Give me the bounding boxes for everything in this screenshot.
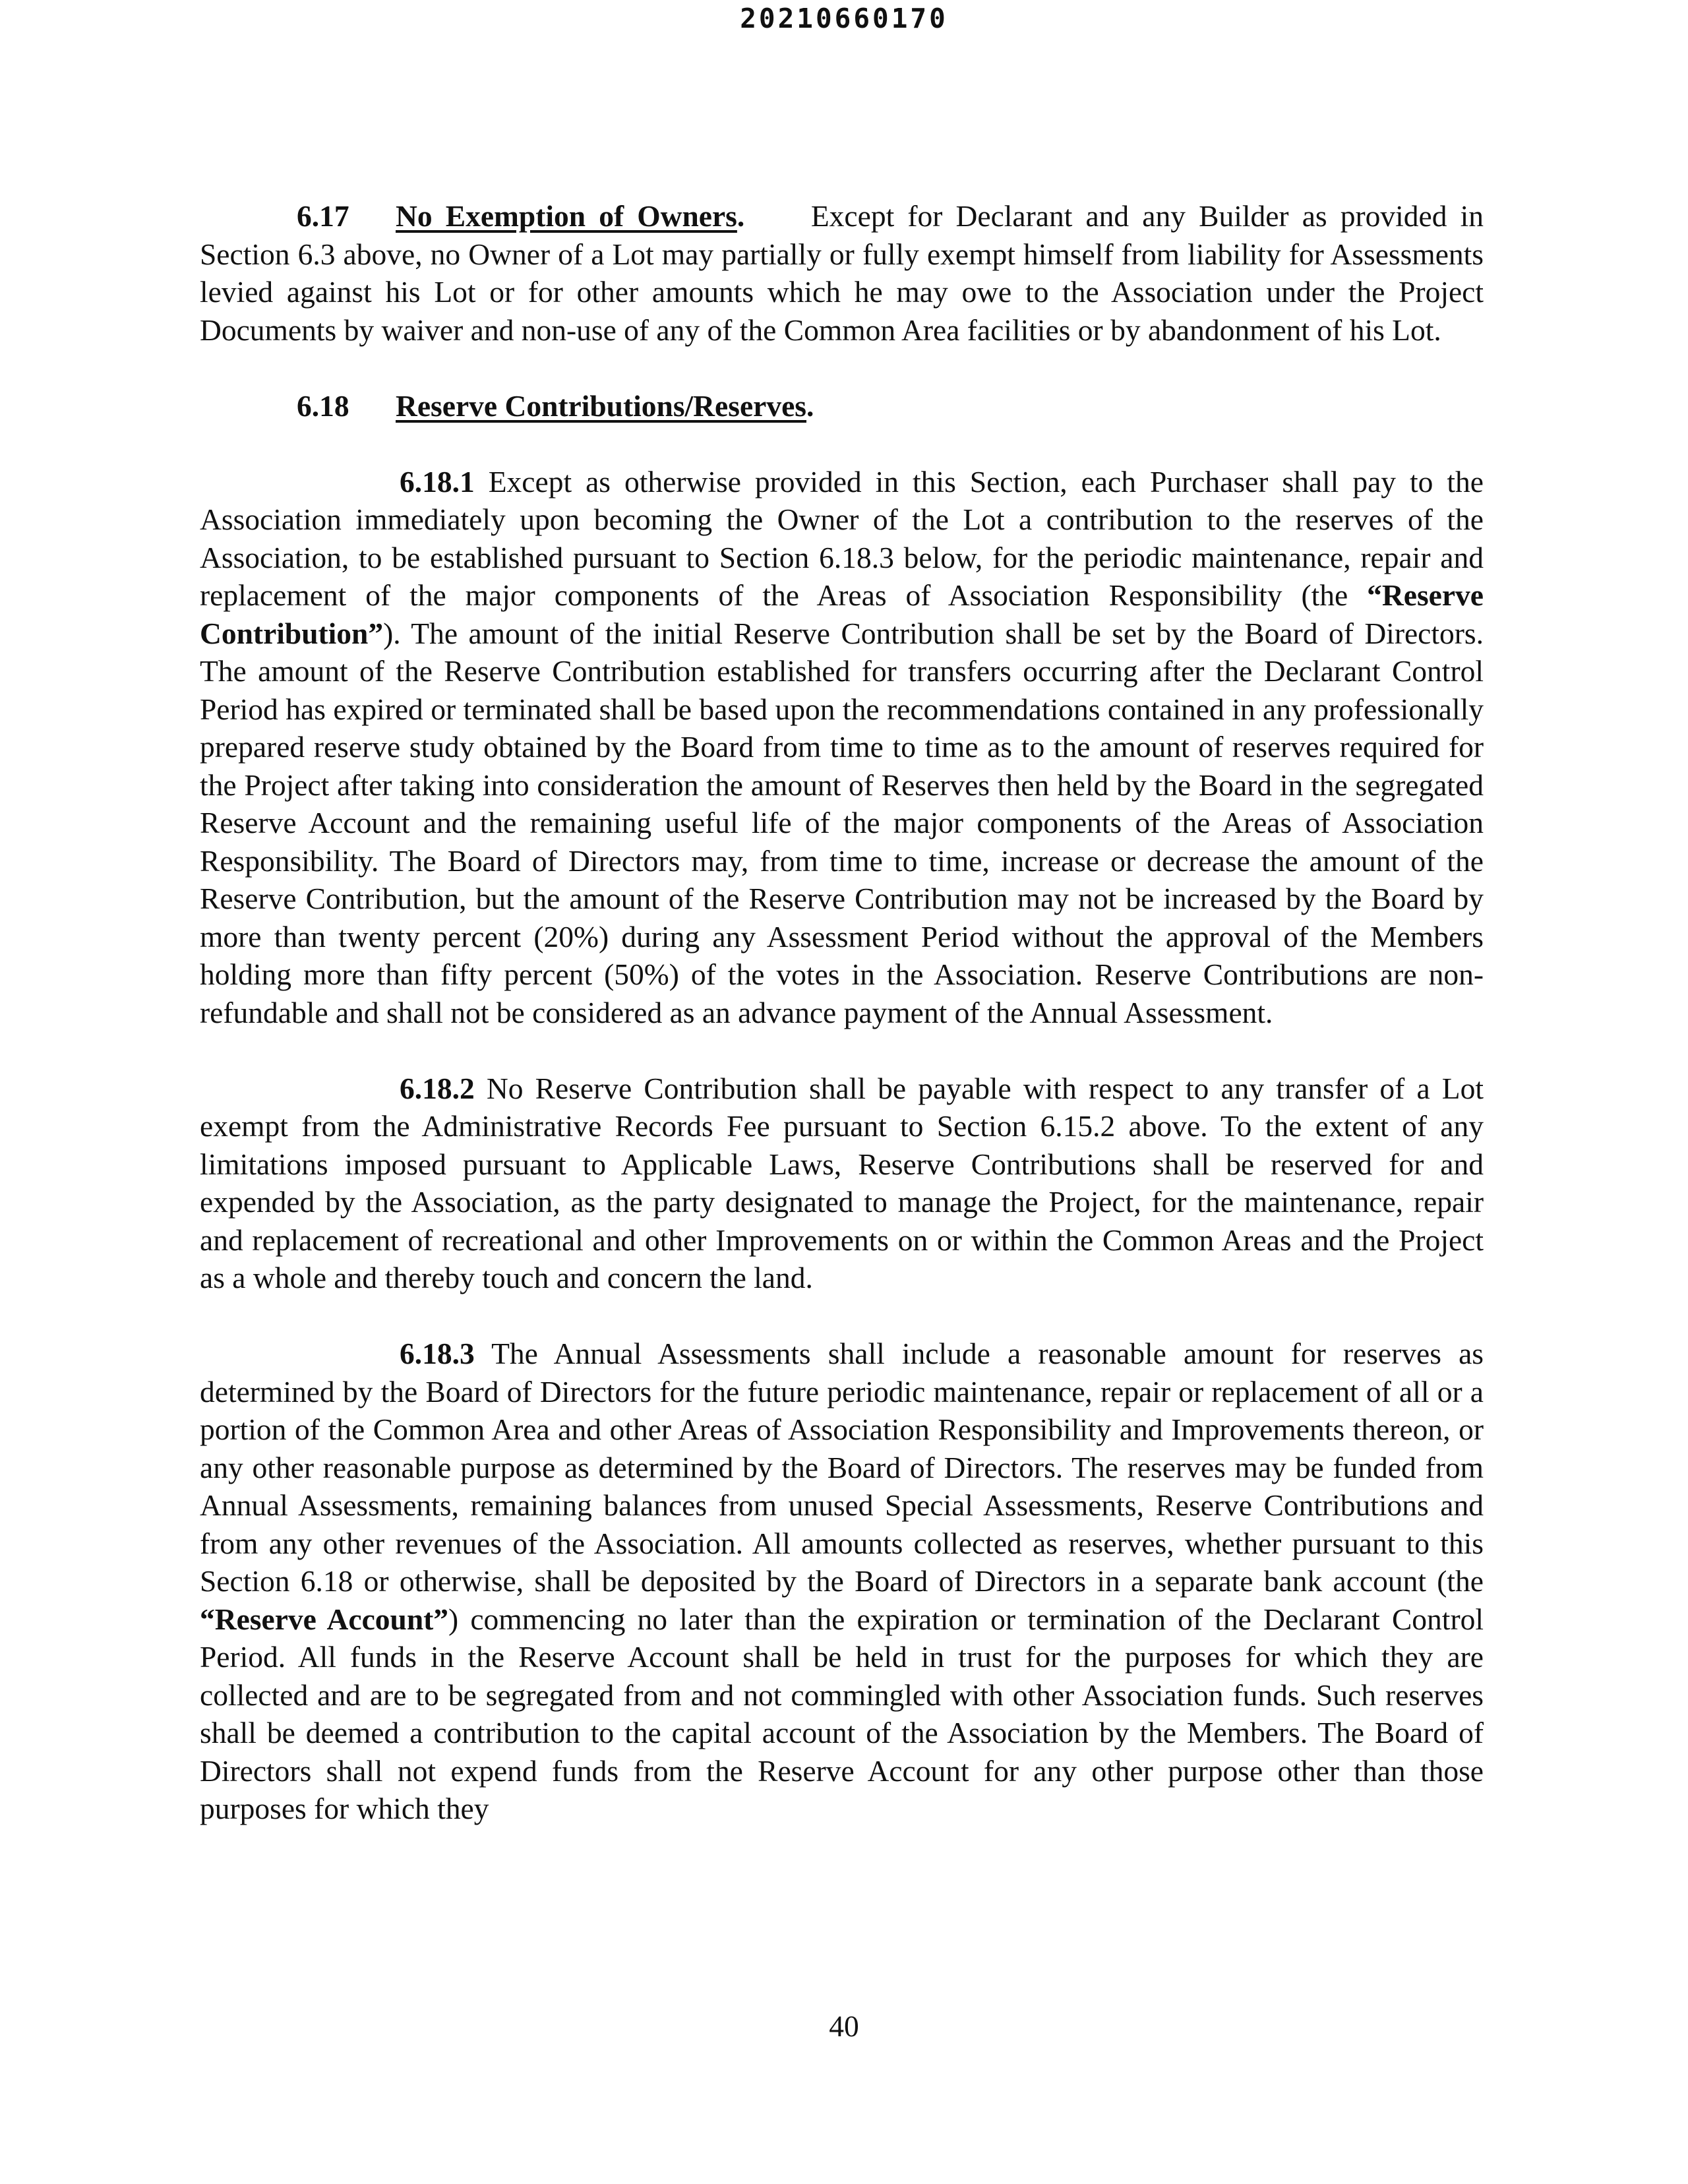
section-6-18-2 xyxy=(200,1070,1484,1297)
subsection-text: Except as otherwise provided in this Section, each Purchaser shall pay to the Association immediately upon becoming the Owner of the Lot a contribution to the reserves of the Association, to be established pursuant to Section 6.18.3 below, for the periodic maintenance, repair and replacement of the major components of the Areas of Association Responsibility (the xyxy=(200,464,1484,612)
section-heading: Reserve Contributions/Reserves xyxy=(396,388,806,423)
section-6-18 xyxy=(200,387,1484,425)
subsection-number: 6.18.3 xyxy=(400,1337,475,1370)
heading-period: . xyxy=(806,388,814,423)
subsection-text-continued: ) commencing no later than the expiration or termination of the Declarant Control Period. All funds in the Reserve Account shall be held in trust for the purposes for which they are collected and are to be segregated from and not commingled with other Association funds. Such reserves shall be deemed a contribution to the capital account of the Association by the Members. The Board of Directors shall not expend funds from the Reserve Account for any other purpose other than those purposes for which they xyxy=(200,1602,1484,1825)
section-6-17 xyxy=(200,197,1484,349)
subsection-text: No Reserve Contribution shall be payable with respect to any transfer of a Lot exempt from the Administrative Records Fee pursuant to Section 6.15.2 above. To the extent of any limitations imposed pursuant to Applicable Laws, Reserve Contributions shall be reserved for and expended by the Association, as the party designated to manage the Project, for the maintenance, repair and replacement of recreational and other Improvements on or within the Common Areas and the Project as a whole and thereby touch and concern the land. xyxy=(200,1071,1484,1294)
subsection-text: The Annual Assessments shall include a reasonable amount for reserves as determined by the Board of Directors for the future periodic maintenance, repair or replacement of all or a portion of the Common Area and other Areas of Association Responsibility and Improvements thereon, or any other reasonable purpose as determined by the Board of Directors. The reserves may be funded from Annual Assessments, remaining balances from unused Special Assessments, Reserve Contributions and from any other revenues of the Association. All amounts collected as reserves, whether pursuant to this Section 6.18 or otherwise, shall be deposited by the Board of Directors in a separate bank account (the xyxy=(200,1337,1484,1598)
section-text: Except for Declarant and any Builder as provided in Section 6.3 above, no Owner of a Lot may partially or fully exempt himself from liability for Assessments levied against his Lot or for other amounts which he may owe to the Association under the Project Documents by waiver and non-use of any of the Common Area facilities or by abandonment of his Lot. xyxy=(200,199,1484,347)
section-6-18-3 xyxy=(200,1335,1484,1828)
subsection-text-continued: ). The amount of the initial Reserve Contribution shall be set by the Board of Directors. The amount of the Reserve Contribution established for transfers occurring after the Declarant Control Period has expired or terminated shall be based upon the recommendations contained in any professionally prepared reserve study obtained by the Board from time to time as to the amount of reserves required for the Project after taking into consideration the amount of Reserves then held by the Board in the segregated Reserve Account and the remaining useful life of the major components of the Areas of Association Responsibility. The Board of Directors may, from time to time, increase or decrease the amount of the Reserve Contribution, but the amount of the Reserve Contribution may not be increased by the Board by more than twenty percent (20%) during any Assessment Period without the approval of the Members holding more than fifty percent (50%) of the votes in the Association. Reserve Contributions are non-refundable and shall not be considered as an advance payment of the Annual Assessment. xyxy=(200,616,1484,1029)
section-number: 6.18 xyxy=(297,388,349,423)
page-number: 40 xyxy=(829,2009,859,2043)
defined-term: “Reserve Account” xyxy=(200,1602,449,1636)
subsection-number: 6.18.2 xyxy=(400,1071,475,1105)
section-number: 6.17 xyxy=(297,199,349,233)
document-number: 20210660170 xyxy=(740,3,948,34)
defined-term: “Reserve Contribution” xyxy=(200,578,1484,650)
document-body xyxy=(200,197,1484,1866)
heading-period: . xyxy=(737,199,745,233)
subsection-number: 6.18.1 xyxy=(400,464,475,499)
section-heading: No Exemption of Owners xyxy=(396,199,737,233)
section-6-18-1 xyxy=(200,463,1484,1032)
